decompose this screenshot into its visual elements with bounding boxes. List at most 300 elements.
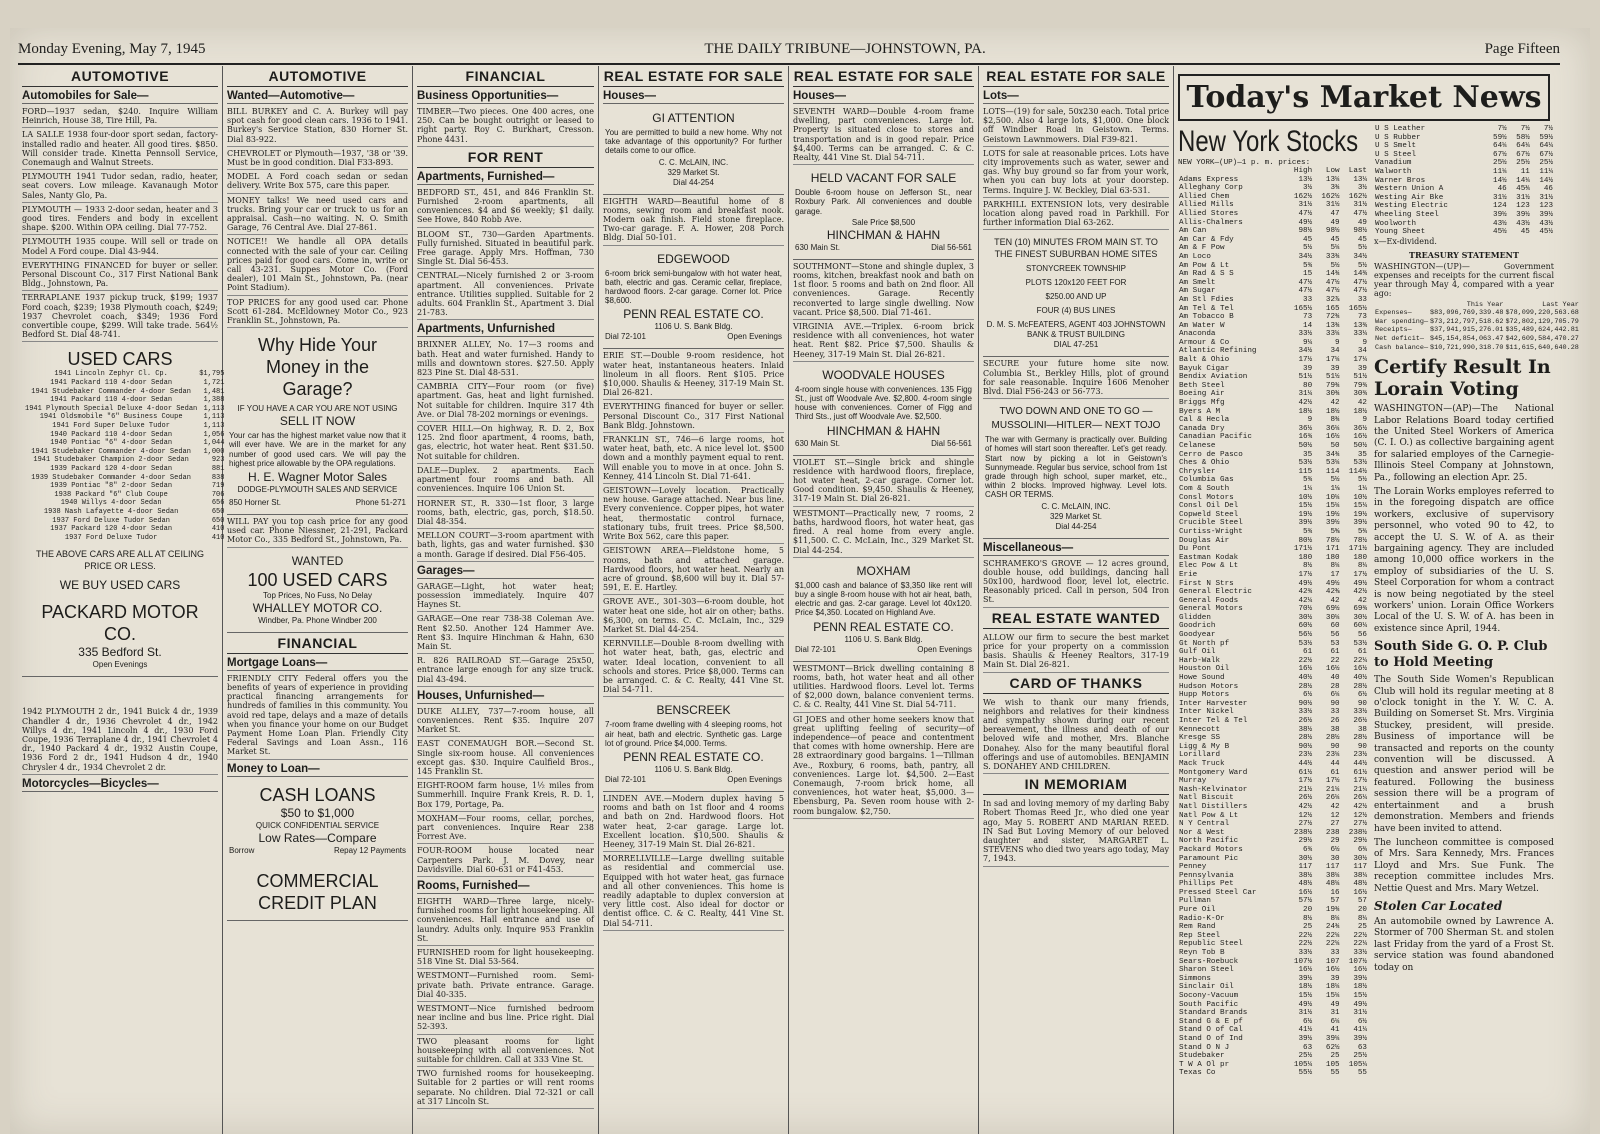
classified-ad: FRIENDLY CITY Federal offers you the benefits of years of experience in providing practical financing arrangements for hundreds of families in this community. You avoid red tape, delays and a maze of details when you finance your home on our Budget Payment Home Loan Plan. Friendly City Federal Savings and Loan Assn., 116 Market St.: [227, 672, 408, 760]
wagner-service: DODGE-PLYMOUTH SALES AND SERVICE: [237, 485, 398, 495]
stock-row-cell: 45½: [1539, 228, 1553, 237]
stock-row-cell: 114: [1325, 467, 1340, 476]
stock-row-cell: 5⅝: [1330, 527, 1340, 536]
classified-ad: DALE—Duplex. 2 apartments. Each apartment four rooms and bath. All conveniences. Inquire 106 Union St.: [417, 464, 594, 497]
stocks-table-continued: [1374, 125, 1554, 237]
gop-body-2: The luncheon committee is composed of Mrs. Sara Kennedy, Mrs. Frances Lloyd and Mrs. Sue Funk. The reception committee includes Mrs. Nettie Quest and Mrs. Mary Wetzel.: [1374, 837, 1554, 894]
stock-row-cell: 114½: [1348, 467, 1367, 476]
classified-ad: NOTICE!! We handle all OPA details connected with the sale of your car. Ceiling prices paid for good cars. Come in, write or call 43-231. Suppes Motor Co. (Ford dealer), 101 Main St., Johnstown, Pa. (near Point Stadium).: [227, 235, 408, 295]
stock-row-cell: 107: [1325, 957, 1340, 966]
stock-row: [1178, 184, 1368, 193]
whalley-ad: [227, 548, 408, 633]
stock-row: [1178, 562, 1368, 571]
stock-row: [1178, 270, 1368, 279]
classified-ad: EAST CONEMAUGH BOR.—Second St. Single six-room house. All conveniences except gas. $30. Inquire Caulfield Bros., 145 Franklin St.: [417, 737, 594, 779]
wagner-name: H. E. Wagner Motor Sales: [248, 470, 387, 485]
stock-row-cell: 98½: [1298, 227, 1313, 236]
stock-row: [1178, 708, 1368, 717]
stock-row-cell: 8¼: [1330, 914, 1340, 923]
stock-row-cell: 14¾: [1325, 270, 1340, 279]
stock-row-cell: 46: [1497, 185, 1507, 194]
stock-row: [1178, 958, 1368, 967]
classified-ad: PARKHILL EXTENSION lots, very desirable location along paved road in Parkhill. For further information Dial 63-262.: [983, 198, 1169, 231]
stock-row-cell: 61: [1330, 648, 1340, 657]
stock-row-cell: 18½: [1353, 983, 1367, 992]
stock-row-cell: Armour & Co: [1179, 338, 1230, 347]
stock-row: [1178, 408, 1368, 417]
stock-row-cell: 42: [1330, 802, 1340, 811]
used-car-row-cell: 1,721: [203, 379, 225, 388]
stock-row-cell: 57: [1357, 897, 1367, 906]
stock-row: [1178, 528, 1368, 537]
used-car-row-cell: 656: [211, 499, 225, 508]
stock-row-cell: 38½: [1298, 871, 1313, 880]
stock-row: [1374, 211, 1554, 220]
sub-head: Business Opportunities—: [417, 89, 594, 104]
treasury-head: TREASURY STATEMENT: [1409, 249, 1519, 260]
stock-row-cell: 9: [1307, 416, 1313, 425]
cash-loans-title: CASH LOANS: [259, 784, 376, 805]
stock-row-cell: Sinclair Oil: [1179, 983, 1234, 992]
classified-ad: BILL BURKEY and C. A. Burkey will pay spot cash for good clean cars. 1936 to 1941. Burkey's Service Station, 830 Horner St. Dial 83-922.: [227, 105, 408, 147]
used-car-row-cell: 650: [211, 507, 225, 516]
sub-head: Apartments, Furnished—: [417, 170, 594, 185]
stock-row-cell: Elec Pow & Lt: [1179, 562, 1239, 571]
stock-row-cell: Eastman Kodak: [1179, 553, 1239, 562]
stock-row-cell: 25½: [1298, 1052, 1313, 1061]
section-head: REAL ESTATE WANTED: [983, 608, 1169, 629]
certify-headline: Certify Result In Lorain Voting: [1374, 356, 1551, 401]
stock-row-cell: 34½: [1298, 252, 1313, 261]
gop-headline: South Side G. O. P. Club to Hold Meeting: [1374, 639, 1548, 671]
stock-row-cell: 19½: [1298, 510, 1313, 519]
used-car-row-cell: 1940 Willys 4-door Sedan: [60, 499, 162, 508]
classified-ad: EIGHTH WARD—Beautiful home of 8 rooms, sewing room and breakfast nook. Modern oak finish. Field stone fireplace. Two-car garage. F. A. Hower, 208 Porch Bldg. Dial 50-101.: [603, 195, 784, 246]
treasury-row-cell: $83,096,769,339.48: [1430, 309, 1504, 318]
stock-row-cell: 39: [1303, 364, 1313, 373]
stock-row-cell: 79¾: [1353, 381, 1367, 390]
stock-row-cell: 14: [1303, 321, 1313, 330]
used-car-row-cell: 1941 Studebaker Commander 4-door Sedan: [31, 387, 191, 396]
stock-row-cell: 39½: [1353, 519, 1367, 528]
stock-row-cell: 115: [1298, 467, 1313, 476]
held-vacant-ad: [793, 165, 974, 260]
stock-row-cell: 45: [1520, 228, 1530, 237]
used-car-row-cell: 1939 Studebaker Commander 4-door Sedan: [31, 473, 191, 482]
stock-row-cell: 31½: [1353, 201, 1367, 210]
stock-row-cell: 42½: [1353, 588, 1367, 597]
stock-row-cell: 124: [1493, 202, 1507, 211]
stock-row-cell: 19½: [1325, 510, 1340, 519]
wagner-phone: Phone 51-271: [355, 498, 406, 508]
stock-row-cell: 90½: [1298, 699, 1313, 708]
used-car-row-cell: 1941 Packard 110 4-door Sedan: [50, 379, 173, 388]
stock-row: [1374, 185, 1554, 194]
stock-row-cell: Harb-Walk: [1179, 656, 1221, 665]
used-car-row: [24, 388, 225, 397]
stock-row: [1178, 614, 1368, 623]
stock-row-cell: 24¾: [1325, 923, 1340, 932]
stock-row: [1178, 347, 1368, 356]
held-body: Double 6-room house on Jefferson St., near Roxbury Park. All conveniences and double garage.: [795, 188, 972, 216]
stock-row: [1178, 897, 1368, 906]
penn-contact: [605, 332, 782, 342]
penn-phone: Dial 72-101: [605, 774, 646, 784]
stock-row-cell: 22¼: [1325, 931, 1340, 940]
stock-row-cell: 8½: [1303, 562, 1313, 571]
stock-row-cell: 47½: [1298, 209, 1313, 218]
held-price: Sale Price $8,500: [851, 217, 916, 227]
stock-row-cell: 8¾: [1330, 416, 1340, 425]
stock-row-cell: 9: [1362, 338, 1367, 347]
stock-row-cell: 165½: [1348, 304, 1367, 313]
woodvale-ad: [793, 362, 974, 456]
section-head: REAL ESTATE FOR SALE: [983, 66, 1169, 87]
stock-row-cell: 63: [1303, 1043, 1313, 1052]
section-head: CARD OF THANKS: [983, 673, 1169, 694]
penn-address: 1106 U. S. Bank Bldg.: [844, 634, 923, 644]
stock-row-cell: First N Strs: [1179, 579, 1234, 588]
stock-row-cell: 5½: [1357, 476, 1367, 485]
stock-row-cell: 51½: [1353, 373, 1367, 382]
stock-row-cell: Anaconda: [1179, 330, 1216, 339]
stock-row-cell: 162½: [1293, 192, 1313, 201]
used-car-row-cell: 1,044: [203, 439, 225, 448]
stock-row: [1178, 339, 1368, 348]
dealer-hours: Open Evenings: [92, 660, 148, 670]
stock-row-cell: Stand O of Ind: [1179, 1034, 1243, 1043]
classified-ad: MELLON COURT—3-room apartment with bath, lights, gas and water furnished. $30 a month. Garage if desired. Dial F56-405.: [417, 529, 594, 562]
treasury-row: [1374, 344, 1580, 353]
stock-row-cell: Houston Oil: [1179, 665, 1230, 674]
classified-ad: FRANKLIN ST., 746—6 large rooms, hot water heat, bath, etc. A nice level lot. $500 down and a monthly payment equal to rent. Will enable you to move in at once. John S. Kenney, 414 Lincoln St. Dial 71-641.: [603, 433, 784, 484]
stock-row-cell: 6½: [1303, 691, 1313, 700]
stock-row-cell: 8¼: [1357, 914, 1367, 923]
classified-ad: We wish to thank our many friends, neighbors and relatives for their kindness and sympathy shown during our recent bereavement, the illness and death of our beloved wife and mother, Mrs. Blanche Donahey. Also for the many beautiful floral offerings and use of automobiles. BENJAMIN S. DONAHEY AND CHILDREN.: [983, 696, 1169, 775]
gi-body: You are permitted to build a new home. Why not take advantage of this opportunity? For further details come to our office.: [605, 128, 782, 156]
stock-row-cell: 3¾: [1330, 184, 1340, 193]
used-car-row-cell: 1,481: [203, 387, 225, 396]
stock-row-cell: 23¼: [1325, 751, 1340, 760]
sub-head: Automobiles for Sale—: [22, 89, 218, 104]
stock-row-cell: Lorillard: [1179, 751, 1221, 760]
stock-row-cell: Pullman: [1179, 897, 1211, 906]
section-head: IN MEMORIAM: [983, 774, 1169, 795]
stock-row-cell: 33¼: [1325, 330, 1340, 339]
stock-row-cell: 8¼: [1330, 562, 1340, 571]
used-car-row-cell: 1938 Nash Lafayette 4-door Sedan: [43, 507, 179, 516]
stock-row-cell: 41¼: [1353, 1026, 1367, 1035]
stock-row-cell: 90: [1330, 742, 1340, 751]
stock-row-cell: Am Water W: [1179, 321, 1225, 330]
dateline-text: NEW YORK—(UP)—1 p. m. prices:: [1178, 159, 1311, 167]
stock-row-cell: Hupp Motors: [1179, 691, 1230, 700]
whalley-name: WHALLEY MOTOR CO.: [252, 600, 383, 615]
stocks-header-row: [1178, 167, 1368, 176]
stock-row: [1178, 846, 1368, 855]
stock-row-cell: Hudson Motors: [1179, 682, 1239, 691]
stock-row-cell: 17½: [1353, 777, 1367, 786]
classified-ad: CENTRAL—Nicely furnished 2 or 3-room apartment. All conveniences. Private entrance. Utilities supplied. Suitable for 2 adults. 604 Franklin St., Apartment 3. Dial 21-783.: [417, 269, 594, 320]
stock-row-cell: Pure Oil: [1179, 906, 1216, 915]
stock-row-cell: 22¼: [1325, 940, 1340, 949]
stock-row: [1178, 605, 1368, 614]
stock-row: [1374, 134, 1554, 143]
classified-ad: TOP PRICES for any good used car. Phone Scott 61-284. McEldowney Motor Co., 923 Franklin St., Johnstown, Pa.: [227, 296, 408, 329]
stock-row-cell: 35: [1303, 450, 1313, 459]
mclain-address: 329 Market St.: [1049, 511, 1103, 521]
stock-row: [1374, 159, 1554, 168]
stock-row-cell: 31½: [1325, 201, 1340, 210]
stock-row: [1178, 442, 1368, 451]
stock-row-cell: 30¼: [1325, 613, 1340, 622]
stock-row-cell: 48¼: [1325, 880, 1340, 889]
column-real-estate-2: [789, 66, 979, 1134]
stock-row-cell: 34½: [1353, 252, 1367, 261]
classified-ad: WESTMONT—Practically new, 7 rooms, 2 baths, hardwood floors, hot water heat, gas fired. A real home from every angle. $11,500. C. C. McLain, Inc., 329 Market St. Dial 44-254.: [793, 507, 974, 558]
stock-row-cell: Rep Steel: [1179, 931, 1221, 940]
stock-row: [1178, 545, 1368, 554]
stock-row-cell: 9: [1335, 338, 1340, 347]
stock-row: [1178, 373, 1368, 382]
used-car-row: [24, 396, 225, 405]
stock-row-cell: 39½: [1325, 519, 1340, 528]
stock-row-cell: 63: [1357, 1043, 1367, 1052]
used-car-row-cell: 1940 Pontiac "6" 4-door Sedan: [50, 439, 173, 448]
stock-row-cell: 38: [1330, 725, 1340, 734]
stock-row-cell: 39¼: [1325, 1034, 1340, 1043]
nys-title: New York Stocks: [1178, 125, 1359, 158]
stock-row-cell: 55: [1330, 1069, 1340, 1078]
stock-row-cell: 80: [1303, 381, 1313, 390]
used-car-row-cell: 1,113: [203, 422, 225, 431]
stock-row-cell: 30: [1330, 854, 1340, 863]
stock-row-cell: 41½: [1298, 1026, 1313, 1035]
stock-row-cell: 13¾: [1353, 321, 1367, 330]
sub-head: Rooms, Furnished—: [417, 879, 594, 894]
stock-row-cell: 38¼: [1353, 871, 1367, 880]
used-car-row-cell: 838: [211, 473, 225, 482]
stock-row-cell: 60: [1330, 622, 1340, 631]
stock-row-cell: 31¼: [1298, 390, 1313, 399]
stock-row-cell: 50: [1330, 442, 1340, 450]
stock-row-cell: 107½: [1348, 957, 1367, 966]
stock-row-cell: 58½: [1516, 133, 1530, 142]
penn-phone: Dial 72-101: [605, 332, 646, 342]
used-car-row: [24, 431, 225, 440]
stock-row-cell: General Foods: [1179, 596, 1239, 605]
stock-row-cell: 56: [1330, 631, 1340, 640]
sub-head: Houses—: [793, 89, 974, 104]
treasury-row: [1374, 335, 1580, 344]
stock-row: [1178, 683, 1368, 692]
stock-row-cell: Gt North pf: [1179, 639, 1230, 648]
stock-row-cell: 45: [1330, 235, 1340, 244]
mcfeaters-ad: [983, 230, 1169, 357]
stock-row-cell: N Y Central: [1179, 820, 1230, 829]
hinchman-contact: [795, 439, 972, 449]
stock-row-cell: 53¼: [1325, 459, 1340, 468]
stock-row-cell: 17½: [1325, 777, 1340, 786]
stock-row-cell: 18¼: [1325, 983, 1340, 992]
mclain-address: 329 Market St.: [667, 167, 720, 177]
stock-row-cell: Am Car & Fdy: [1179, 235, 1234, 244]
stock-row-cell: 49: [1330, 1000, 1340, 1009]
stock-row-cell: 21¼: [1325, 785, 1340, 794]
stock-row-cell: 33½: [1298, 330, 1313, 339]
stocks-table: [1178, 167, 1368, 1078]
stock-row: [1178, 726, 1368, 735]
stock-row-cell: 16½: [1298, 966, 1313, 975]
hide-title: Why Hide Your Money in the Garage?: [257, 335, 378, 400]
stock-row: [1178, 1052, 1368, 1061]
wanted-label: WANTED: [291, 553, 344, 568]
stock-row: [1178, 674, 1368, 683]
stock-row-cell: 42: [1357, 399, 1367, 408]
used-car-row-cell: 1941 Studebaker Commander 4-door Sedan: [31, 447, 191, 456]
stock-row-cell: 90½: [1298, 742, 1313, 751]
penn-name: PENN REAL ESTATE CO.: [623, 307, 764, 322]
wanted-cars: 100 USED CARS: [247, 569, 388, 590]
stock-row-cell: 21¼: [1353, 785, 1367, 794]
stock-row-cell: 28½: [1298, 734, 1313, 743]
treasury-row-cell: Receipts—: [1375, 326, 1412, 335]
section-head: AUTOMOTIVE: [227, 66, 408, 87]
stock-row-cell: 39½: [1353, 1034, 1367, 1043]
stock-row-cell: 25: [1330, 1052, 1340, 1061]
sub-head: Miscellaneous—: [983, 541, 1169, 556]
stock-row-cell: 117: [1298, 863, 1313, 872]
classified-ad: GROVE AVE., 301-303—6-room double, hot water heat one side, hot air on other; baths. $6,300, on terms. C. C. McLain, Inc., 329 Market St. Dial 44-254.: [603, 595, 784, 637]
stock-row-cell: 48½: [1298, 880, 1313, 889]
stock-row-cell: 42½: [1353, 802, 1367, 811]
stock-row-cell: Texas Co: [1179, 1069, 1216, 1078]
stock-row: [1374, 194, 1554, 203]
stock-row-cell: 5¾: [1303, 261, 1313, 270]
stock-row-cell: 51½: [1325, 373, 1340, 382]
stock-row-cell: 41: [1330, 1026, 1340, 1035]
car-list-ad: 1942 PLYMOUTH 2 dr., 1941 Buick 4 dr., 1939 Chandler 4 dr., 1936 Chevrolet 4 dr., 1942 Willys 4 dr., 1941 Lincoln 4 dr., 1930 Ford Coupe, 1936 Terraplane 4 dr., 1941 Chevrolet 4 dr., 1940 Packard 4 dr., 1932 Austin Coupe, 1936 Ford 2 dr., 1941 Hudson 4 dr., 1940 Chrysler 4 dr., 1934 Chevrolet 2 dr.: [22, 677, 218, 774]
classified-ad: LOTS—(19) for sale, 50x230 each. Total price $2,500. Also 4 large lots, $1,000. One block off Windber Road in Geistown. Terms. Geistown Lawnmowers. Dial F39-821.: [983, 105, 1169, 147]
stock-row: [1178, 485, 1368, 494]
edgewood-body: 6-room brick semi-bungalow with hot water heat, bath, electric and gas. Ceramic cellar, fireplace, hardwood floors. 2-car garage. Corner lot. Price $8,600.: [605, 268, 782, 306]
stock-row-cell: 33: [1303, 295, 1313, 304]
stock-row-cell: U S Leather: [1375, 125, 1426, 133]
stock-row-cell: Am Stl Fdies: [1179, 295, 1234, 304]
stock-row-cell: General Electric: [1179, 588, 1252, 597]
stock-row-cell: Am Smelt: [1179, 278, 1216, 287]
stock-row-cell: 53½: [1353, 639, 1367, 648]
stock-row-cell: 33¾: [1325, 252, 1340, 261]
treasury-table: [1374, 301, 1580, 353]
stock-row-cell: Cerro de Pasco: [1179, 450, 1243, 459]
stock-row-cell: 5½: [1357, 244, 1367, 253]
stock-row-cell: Kresge SS: [1179, 734, 1221, 743]
stock-row-cell: 51½: [1298, 373, 1313, 382]
stock-row-cell: Warner Bros: [1375, 176, 1426, 185]
classified-ad: TWO pleasant rooms for light housekeeping with all conveniences. Not suitable for children. Call at 333 Vine St.: [417, 1035, 594, 1068]
wagner-contact: [229, 498, 406, 508]
stock-row: [1178, 227, 1368, 236]
column-automotive-2: [223, 66, 413, 1134]
stock-row: [1178, 210, 1368, 219]
used-car-row-cell: 1941 Lincoln Zephyr Cl. Cp.: [54, 370, 168, 379]
stock-row-cell: 28½: [1298, 682, 1313, 691]
stock-row-cell: Goodrich: [1179, 622, 1216, 631]
stock-row-cell: Montgomery Ward: [1179, 768, 1248, 777]
stock-row-cell: 53½: [1298, 459, 1313, 468]
stock-row-cell: 70½: [1298, 605, 1313, 614]
stock-row: [1178, 176, 1368, 185]
stock-row-cell: 22½: [1298, 931, 1313, 940]
used-car-row-cell: 923: [211, 456, 225, 465]
cash-loans-rates: Low Rates—Compare: [258, 830, 377, 845]
stock-row-cell: 16½: [1353, 665, 1367, 674]
wanted-terms: Top Prices, No Fuss, No Delay: [263, 590, 372, 600]
stock-row-cell: 33½: [1298, 949, 1313, 958]
stock-row-cell: 61½: [1298, 768, 1313, 777]
stock-row-cell: 64¼: [1516, 142, 1530, 151]
stock-row-cell: 39½: [1493, 210, 1507, 219]
stock-row-cell: Bendix Aviation: [1179, 373, 1248, 382]
stocks-header-low: Low: [1325, 167, 1340, 175]
stock-row-cell: 18½: [1298, 983, 1313, 992]
stock-row-cell: U S Rubber: [1375, 133, 1421, 142]
stock-row-cell: 33½: [1353, 949, 1367, 958]
classified-ad: GEISTOWN AREA—Fieldstone home, 5 rooms, bath and attached garage. Hardwood floors, hot water heat. Nearly an acre of ground. $8,600 will buy it. Dial 57-591, E. E. Hartley.: [603, 544, 784, 595]
whalley-address: Windber, Pa. Phone Windber 200: [258, 615, 377, 625]
cash-loans-service: QUICK CONFIDENTIAL SERVICE: [255, 820, 380, 830]
war-body: The war with Germany is practically over. Building of homes will start soon thereafter. Let's get ready. Start now by picking a lot in Geistown's Sunnymeade. Regular bus service, school from 1st grade through high school, super market, etc., within 2 blocks. Improved highway. Level lots. CASH OR TERMS.: [985, 435, 1167, 500]
used-car-row: [24, 525, 225, 534]
hinchman-phone: Dial 56-561: [931, 438, 972, 448]
stocks-dateline: [1178, 159, 1368, 167]
stock-row-cell: 16½: [1353, 888, 1367, 897]
gop-body: The South Side Women's Republican Club will hold its regular meeting at 8 o'clock tonight in the Y. W. C. A. Building on Somerset St. Mrs. Virginia Stuckey, president, will preside. Business of importance will be transacted and reports on the county convention will be discussed. A question and answer period will be featured. Following the business session there will be a program of entertainment and a brush demonstration. Members and friends have been invited to attend.: [1374, 675, 1554, 834]
treasury-row-cell: War spending—: [1375, 317, 1429, 326]
stock-row-cell: 30¾: [1353, 390, 1367, 399]
mclain-name: C. C. McLAIN, INC.: [1041, 501, 1111, 511]
stock-row: [1374, 142, 1554, 151]
stock-row-cell: 80½: [1298, 536, 1313, 545]
stock-row-cell: 165: [1325, 304, 1340, 313]
section-head: REAL ESTATE FOR SALE: [603, 66, 784, 87]
stock-row-cell: 18½: [1298, 407, 1313, 416]
stock-row-cell: 6¼: [1330, 691, 1340, 700]
sell-now: SELL IT NOW: [279, 414, 356, 429]
stock-row: [1178, 519, 1368, 528]
moxham-title: MOXHAM: [856, 563, 911, 578]
stock-row-cell: U S Smelt: [1375, 142, 1417, 151]
stock-row: [1178, 219, 1368, 228]
market-masthead: Today's Market News: [1178, 74, 1550, 121]
treasury-row-cell: $73,212,797,518.62: [1430, 317, 1504, 326]
stock-row-cell: 180: [1325, 553, 1340, 562]
stolen-headline: Stolen Car Located: [1374, 898, 1503, 913]
stock-row-cell: 16½: [1353, 433, 1367, 442]
stock-row-cell: 98½: [1325, 227, 1340, 236]
stock-row-cell: 38¼: [1325, 871, 1340, 880]
penn-name: PENN REAL ESTATE CO.: [623, 749, 764, 764]
treasury-header-blank: [1374, 301, 1429, 310]
stock-row-cell: 49½: [1298, 579, 1313, 588]
stock-row-cell: 1¼: [1303, 484, 1313, 493]
stock-row-cell: 12½: [1353, 811, 1367, 820]
stock-row-cell: Pennsylvania: [1179, 871, 1234, 880]
classified-ad: ALLOW our firm to secure the best market price for your property on a commission basis. Shaulis & Heeney Realtors, 317-19 Main St. Dial 26-821.: [983, 631, 1169, 673]
stock-row-cell: 6½: [1357, 691, 1367, 700]
stock-row: [1178, 855, 1368, 864]
